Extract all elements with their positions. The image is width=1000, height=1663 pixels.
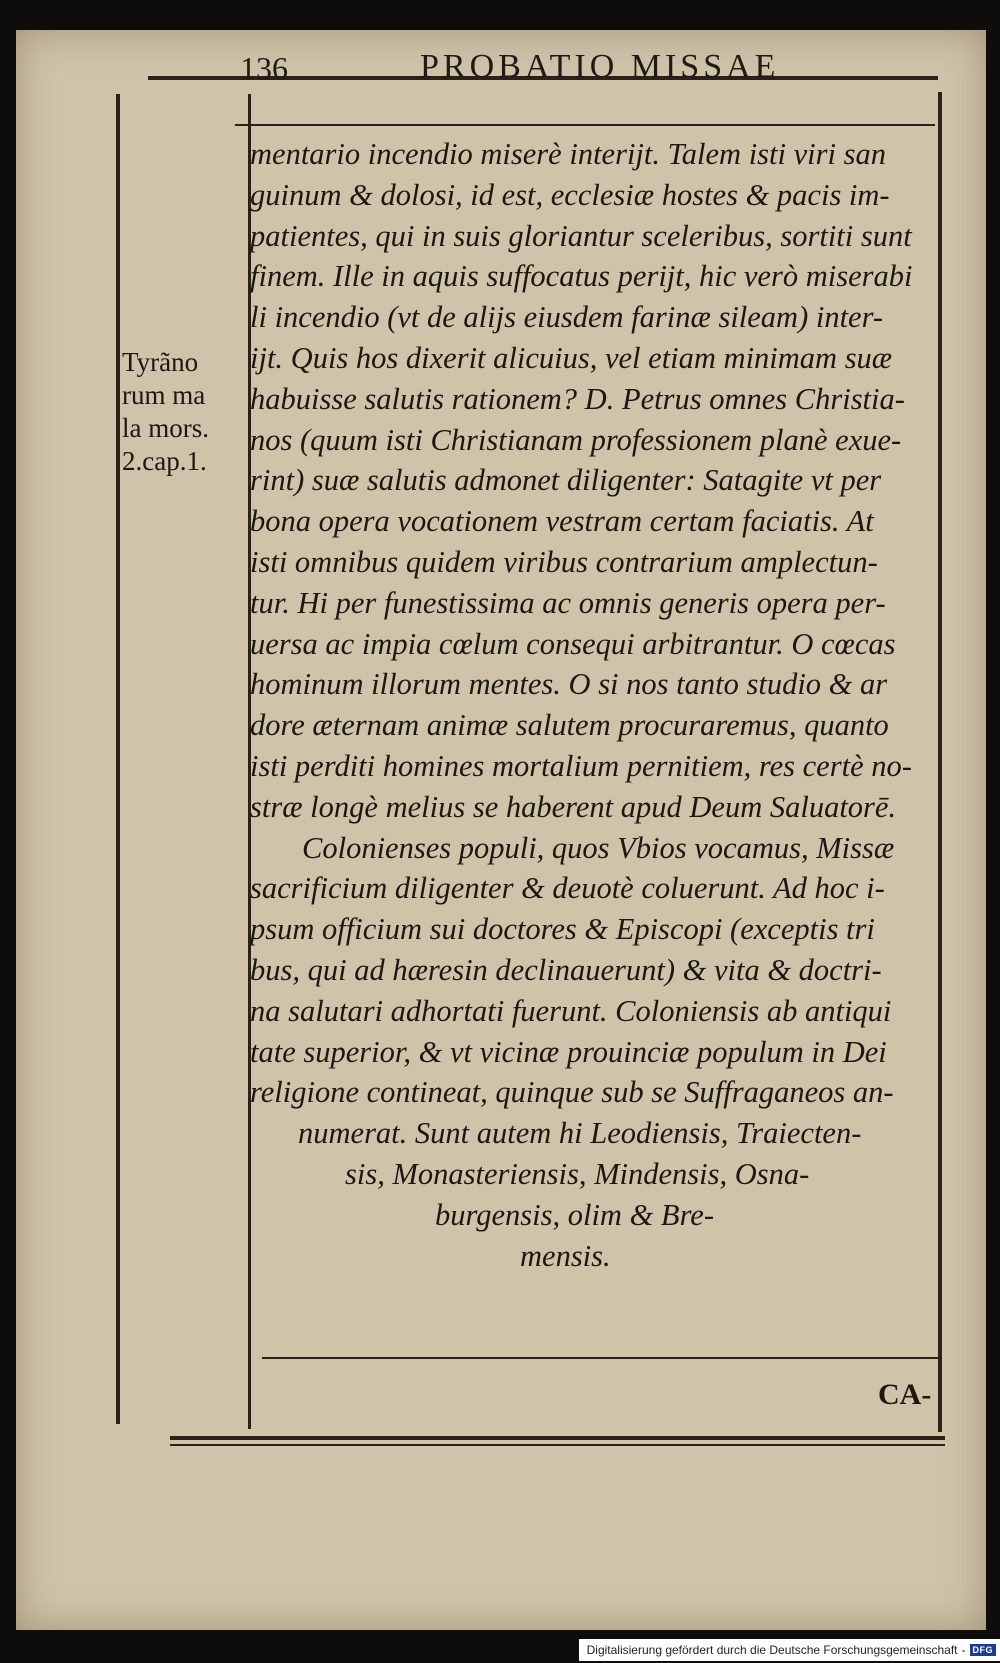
page-number: 136 (240, 50, 288, 86)
text-line: mentario incendio miserè interijt. Talem isti viri san (250, 137, 886, 171)
right-rule (938, 92, 942, 1432)
text-line: hominum illorum mentes. O si nos tanto studio & ar (250, 667, 888, 702)
marginal-note-line: Tyrãno (122, 347, 199, 377)
text-line: psum officium sui doctores & Episcopi (exceptis tri (250, 912, 875, 947)
text-line: isti omnibus quidem viribus contrarium amplectun- (250, 544, 878, 579)
text-line: burgensis, olim & Bre- (435, 1197, 714, 1232)
marginal-note (122, 346, 237, 478)
text-line: dore æternam animæ salutem procuraremus, quanto (250, 708, 889, 743)
text-line: ijt. Quis hos dixerit alicuius, vel etiam minimam suæ (250, 340, 893, 375)
catchword: CA- (878, 1378, 932, 1411)
text-line: na salutari adhortati fuerunt. Coloniensis ab antiqui (250, 993, 892, 1028)
text-line: finem. Ille in aquis suffocatus perijt, hic verò miserabi (250, 259, 913, 294)
marginal-note-line: rum ma (122, 380, 206, 410)
text-line: uersa ac impia cœlum consequi arbitrantur. O cœcas (250, 626, 896, 661)
header-rule (235, 124, 935, 126)
footer-double-rule-top (170, 1436, 945, 1440)
text-line: tur. Hi per funestissima ac omnis generis opera per- (250, 585, 886, 620)
text-line: Colonienses populi, quos Vbios vocamus, Missæ (302, 830, 895, 865)
marginal-note-line: la mors. (122, 413, 209, 443)
footer-double-rule-bottom (170, 1444, 945, 1446)
text-line: bus, qui ad hæresin declinauerunt) & vita & doctri- (250, 952, 882, 987)
text-line: religione contineat, quinque sub se Suffraganeos an- (250, 1075, 894, 1110)
text-line: guinum & dolosi, id est, ecclesiæ hostes & pacis im- (250, 177, 890, 212)
text-line: isti perditi homines mortalium pernitiem, res certè no- (250, 748, 912, 783)
digitization-credit: Digitalisierung gefördert durch die Deutsche Forschungsgemeinschaft - DFG (579, 1639, 1000, 1661)
text-line: sis, Monasteriensis, Mindensis, Osna- (345, 1156, 810, 1191)
marginal-note-line: 2.cap.1. (122, 446, 207, 476)
dfg-logo-icon: DFG (970, 1644, 997, 1656)
running-head (240, 48, 920, 98)
text-line: nos (quum isti Christianam professionem planè exue- (250, 422, 902, 457)
credit-text: Digitalisierung gefördert durch die Deutsche Forschungsgemeinschaft (586, 1643, 958, 1657)
text-line: patientes, qui in suis gloriantur sceleribus, sortiti sunt (250, 218, 912, 253)
text-line: numerat. Sunt autem hi Leodiensis, Traiecten- (298, 1116, 862, 1151)
text-line: rint) suæ salutis admonet diligenter: Satagite vt per (250, 463, 882, 498)
text-line: tate superior, & vt vicinæ prouinciæ populum in Dei (250, 1034, 887, 1069)
text-line: stræ longè melius se haberent apud Deum Saluatorē. (250, 789, 897, 824)
text-line: bona opera vocationem vestram certam faciatis. At (250, 504, 874, 539)
running-title: PROBATIO MISSAE (420, 48, 780, 85)
bottom-rule (262, 1357, 940, 1359)
text-line: mensis. (520, 1238, 611, 1273)
text-line: habuisse salutis rationem? D. Petrus omnes Christia- (250, 381, 905, 416)
main-text (250, 134, 935, 1276)
left-outer-rule (116, 94, 120, 1424)
text-line: li incendio (vt de alijs eiusdem farinæ sileam) inter- (250, 300, 884, 335)
text-line: sacrificium diligenter & deuotè coluerunt. Ad hoc i- (250, 871, 885, 906)
